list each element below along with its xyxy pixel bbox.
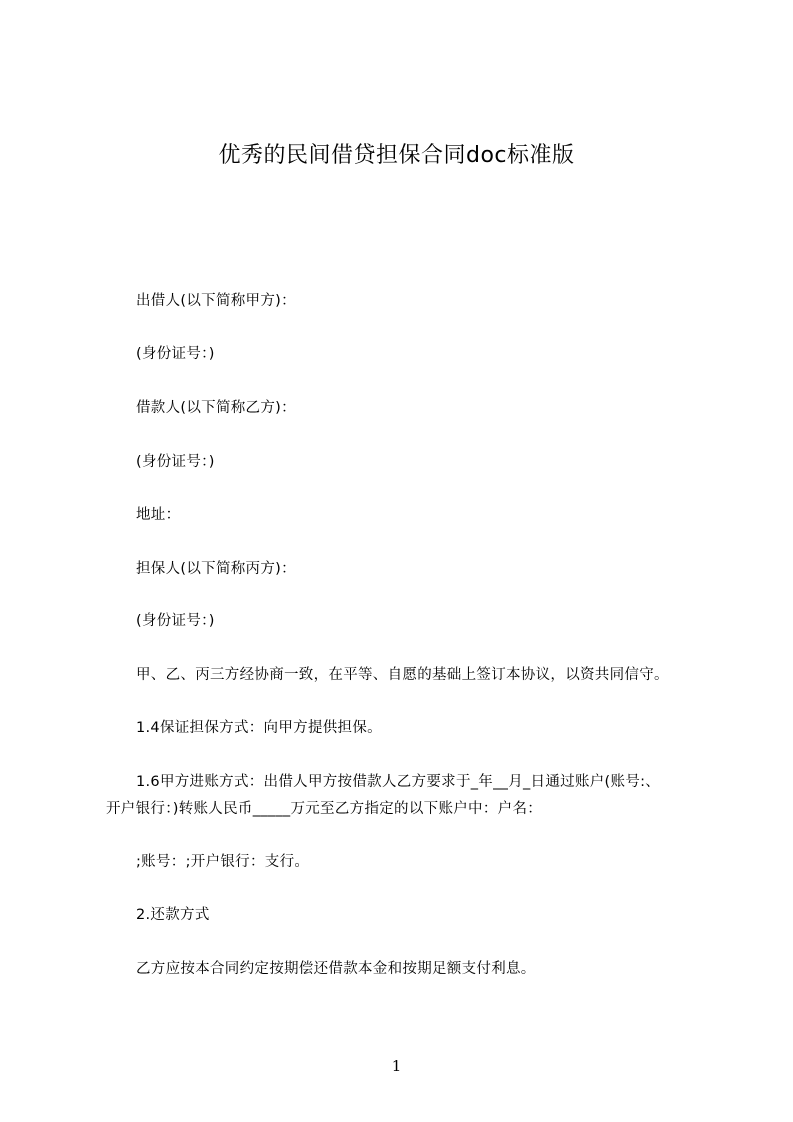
- repayment-paragraph: 乙方应按本合同约定按期偿还借款本金和按期足额支付利息。: [136, 961, 536, 977]
- lender-line: 出借人(以下简称甲方)：: [136, 293, 296, 309]
- repayment-heading: 2.还款方式: [136, 907, 210, 923]
- borrower-line: 借款人(以下简称乙方)：: [136, 400, 296, 416]
- guarantor-id-line: (身份证号：): [136, 613, 215, 629]
- agreement-paragraph: 甲、乙、丙三方经协商一致，在平等、自愿的基础上签订本协议，以资共同信守。: [136, 667, 669, 683]
- payment-method-paragraph: 1.6甲方进账方式：出借人甲方按借款人乙方要求于_年__月_日通过账户(账号:、: [136, 774, 661, 790]
- account-line: ;账号：;开户银行：支行。: [136, 854, 310, 870]
- payment-method-continuation: 开户银行：)转账人民币_____万元至乙方指定的以下账户中：户名：: [106, 801, 543, 817]
- page-number: 1: [391, 1057, 402, 1075]
- address-line: 地址：: [136, 507, 181, 523]
- guarantor-line: 担保人(以下简称丙方)：: [136, 561, 296, 577]
- lender-id-line: (身份证号：): [136, 346, 215, 362]
- guarantee-method-paragraph: 1.4保证担保方式：向甲方提供担保。: [136, 720, 382, 736]
- document-title: 优秀的民间借贷担保合同doc标准版: [218, 143, 575, 168]
- borrower-id-line: (身份证号：): [136, 454, 215, 470]
